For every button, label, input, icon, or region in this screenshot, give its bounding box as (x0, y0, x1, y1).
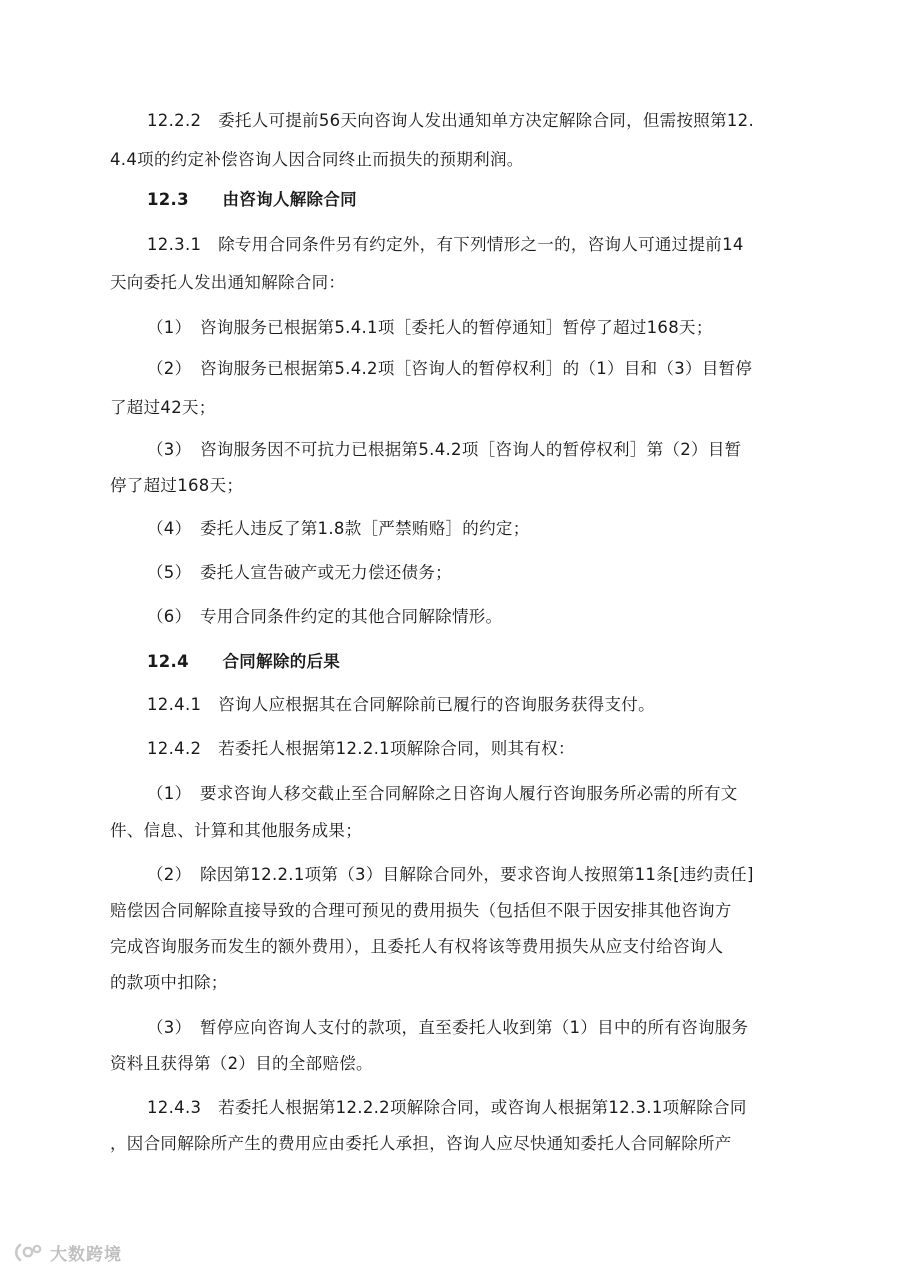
item-12-4-2-1-line-1: （1） 要求咨询人移交截止至合同解除之日咨询人履行咨询服务所必需的所有文 (147, 784, 738, 803)
item-12-4-2-3-line-2: 资料且获得第（2）目的全部赔偿。 (110, 1054, 373, 1073)
section-12-4-heading: 12.4 合同解除的后果 (147, 652, 341, 671)
item-12-4-2-2-line-1: （2） 除因第12.2.1项第（3）目解除合同外，要求咨询人按照第11条[违约责任] (147, 865, 754, 884)
item-12-4-2-3-line-1: （3） 暂停应向咨询人支付的款项，直至委托人收到第（1）目中的所有咨询服务 (147, 1018, 749, 1037)
item-12-3-1-2-line-2: 了超过42天； (110, 398, 216, 417)
clause-12-3-1-line-2: 天向委托人发出通知解除合同： (110, 273, 346, 292)
item-12-3-1-1: （1） 咨询服务已根据第5.4.1项［委托人的暂停通知］暂停了超过168天； (147, 318, 713, 337)
watermark (14, 1240, 122, 1264)
clause-12-4-3-line-1: 12.4.3 若委托人根据第12.2.2项解除合同，或咨询人根据第12.3.1项解除合同 (147, 1098, 747, 1117)
item-12-3-1-6: （6） 专用合同条件约定的其他合同解除情形。 (147, 607, 503, 626)
clause-12-4-2: 12.4.2 若委托人根据第12.2.1项解除合同，则其有权： (147, 739, 575, 758)
item-12-3-1-2-line-1: （2） 咨询服务已根据第5.4.2项［咨询人的暂停权利］的（1）目和（3）目暂停 (147, 359, 753, 378)
clause-12-4-1: 12.4.1 咨询人应根据其在合同解除前已履行的咨询服务获得支付。 (147, 695, 655, 714)
item-12-3-1-4: （4） 委托人违反了第1.8款［严禁贿赂］的约定； (147, 519, 530, 538)
item-12-3-1-3-line-2: 停了超过168天； (110, 476, 244, 495)
clause-12-3-1-line-1: 12.3.1 除专用合同条件另有约定外，有下列情形之一的，咨询人可通过提前14 (147, 235, 744, 254)
item-12-4-2-2-line-4: 的款项中扣除； (110, 973, 228, 992)
brand-logo-icon (14, 1241, 44, 1263)
item-12-4-2-2-line-3: 完成咨询服务而发生的额外费用），且委托人有权将该等费用损失从应支付给咨询人 (110, 937, 724, 956)
item-12-4-2-2-line-2: 赔偿因合同解除直接导致的合理可预见的费用损失（包括但不限于因安排其他咨询方 (110, 901, 732, 920)
section-12-3-heading: 12.3 由咨询人解除合同 (147, 190, 357, 209)
clause-12-2-2-line-1: 12.2.2 委托人可提前56天向咨询人发出通知单方决定解除合同，但需按照第12. (147, 111, 755, 130)
item-12-3-1-3-line-1: （3） 咨询服务因不可抗力已根据第5.4.2项［咨询人的暂停权利］第（2）目暂 (147, 440, 742, 459)
clause-12-2-2-line-2: 4.4项的约定补偿咨询人因合同终止而损失的预期利润。 (110, 150, 524, 169)
watermark-text: 大数跨境 (50, 1244, 122, 1265)
clause-12-4-3-line-2: ，因合同解除所产生的费用应由委托人承担，咨询人应尽快通知委托人合同解除所产 (110, 1134, 732, 1153)
item-12-3-1-5: （5） 委托人宣告破产或无力偿还债务； (147, 563, 452, 582)
item-12-4-2-1-line-2: 件、信息、计算和其他服务成果； (110, 821, 362, 840)
